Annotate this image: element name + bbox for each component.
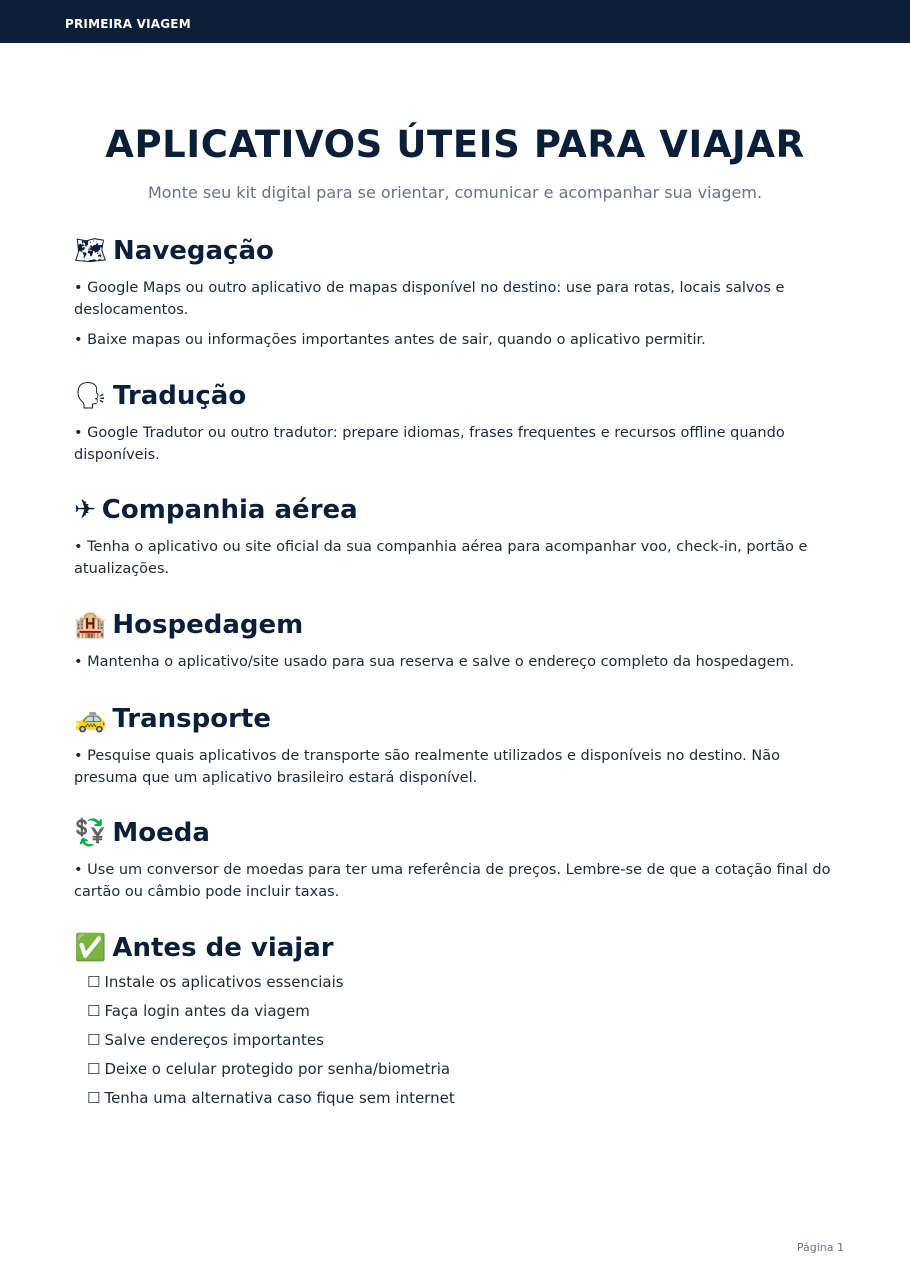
checklist-item[interactable] xyxy=(87,1084,840,1113)
section-heading-text: Hospedagem xyxy=(112,610,304,640)
section-moeda xyxy=(74,817,840,903)
section-heading-text: Navegação xyxy=(113,236,274,266)
bullet-item: • Mantenha o aplicativo/site usado para sua reserva e salve o endereço completo da hospedagem. xyxy=(74,654,795,670)
section-navegacao xyxy=(74,235,840,351)
airplane-icon: ✈ xyxy=(74,495,96,525)
checklist-item-text: Tenha uma alternativa caso fique sem internet xyxy=(104,1089,455,1107)
section-transporte xyxy=(74,703,840,789)
section-heading xyxy=(74,494,840,526)
bullet-item: • Use um conversor de moedas para ter uma referência de preços. Lembre-se de que a cotação final do cartão ou câmbio pode incluir taxas. xyxy=(74,862,831,900)
section-heading xyxy=(74,380,840,412)
checkbox-icon[interactable]: ☐ xyxy=(87,973,101,991)
checkbox-icon[interactable]: ☐ xyxy=(87,1089,101,1107)
section-heading-text: Tradução xyxy=(113,381,247,411)
bullet-item: • Tenha o aplicativo ou site oficial da sua companhia aérea para acompanhar voo, check-in, portão e atualizações. xyxy=(74,539,808,577)
checklist-item[interactable] xyxy=(87,968,840,997)
checklist-item-text: Deixe o celular protegido por senha/biometria xyxy=(104,1060,451,1078)
checkbox-icon[interactable]: ☐ xyxy=(87,1002,101,1020)
checklist-item-text: Faça login antes da viagem xyxy=(104,1002,310,1020)
page-subtitle: Monte seu kit digital para se orientar, comunicar e acompanhar sua viagem. xyxy=(147,183,763,202)
check-icon: ✅ xyxy=(74,933,107,963)
checklist-item[interactable] xyxy=(87,997,840,1026)
bullet-item: • Google Tradutor ou outro tradutor: prepare idiomas, frases frequentes e recursos offline quando disponíveis. xyxy=(74,425,785,463)
checkbox-icon[interactable]: ☐ xyxy=(87,1031,101,1049)
bullet-item: • Google Maps ou outro aplicativo de mapas disponível no destino: use para rotas, locais salvos e deslocamentos. xyxy=(74,280,785,318)
section-heading xyxy=(74,703,840,735)
checklist xyxy=(74,968,840,1113)
hotel-icon: 🏨 xyxy=(74,610,107,640)
header-label: PRIMEIRA VIAGEM xyxy=(65,17,191,31)
currency-exchange-icon: 💱 xyxy=(74,818,107,848)
section-heading xyxy=(74,235,840,267)
section-heading-text: Moeda xyxy=(112,818,210,848)
checklist-item-text: Salve endereços importantes xyxy=(104,1031,324,1049)
checkbox-icon[interactable]: ☐ xyxy=(87,1060,101,1078)
section-heading-text: Antes de viajar xyxy=(112,933,334,963)
section-companhia-aerea xyxy=(74,494,840,580)
section-heading-text: Transporte xyxy=(112,704,271,734)
bullet-item: • Baixe mapas ou informações importantes antes de sair, quando o aplicativo permitir. xyxy=(74,332,706,348)
section-antes-de-viajar xyxy=(74,932,840,1113)
checklist-item[interactable] xyxy=(87,1026,840,1055)
checklist-item[interactable] xyxy=(87,1055,840,1084)
page-number: Página 1 xyxy=(796,1241,844,1254)
section-heading-text: Companhia aérea xyxy=(101,495,358,525)
section-heading xyxy=(74,932,840,964)
section-hospedagem xyxy=(74,609,840,673)
section-traducao xyxy=(74,380,840,466)
speech-icon: 🗣 xyxy=(74,381,108,411)
page-title: APLICATIVOS ÚTEIS PARA VIAJAR xyxy=(105,123,805,166)
map-icon: 🗺 xyxy=(74,236,108,266)
bullet-item: • Pesquise quais aplicativos de transporte são realmente utilizados e disponíveis no destino. Não presuma que um aplicativo brasileiro estará disponível. xyxy=(74,748,780,786)
section-heading xyxy=(74,817,840,849)
checklist-item-text: Instale os aplicativos essenciais xyxy=(104,973,344,991)
taxi-icon: 🚕 xyxy=(74,704,107,734)
top-header-bar xyxy=(0,0,910,43)
section-heading xyxy=(74,609,840,641)
